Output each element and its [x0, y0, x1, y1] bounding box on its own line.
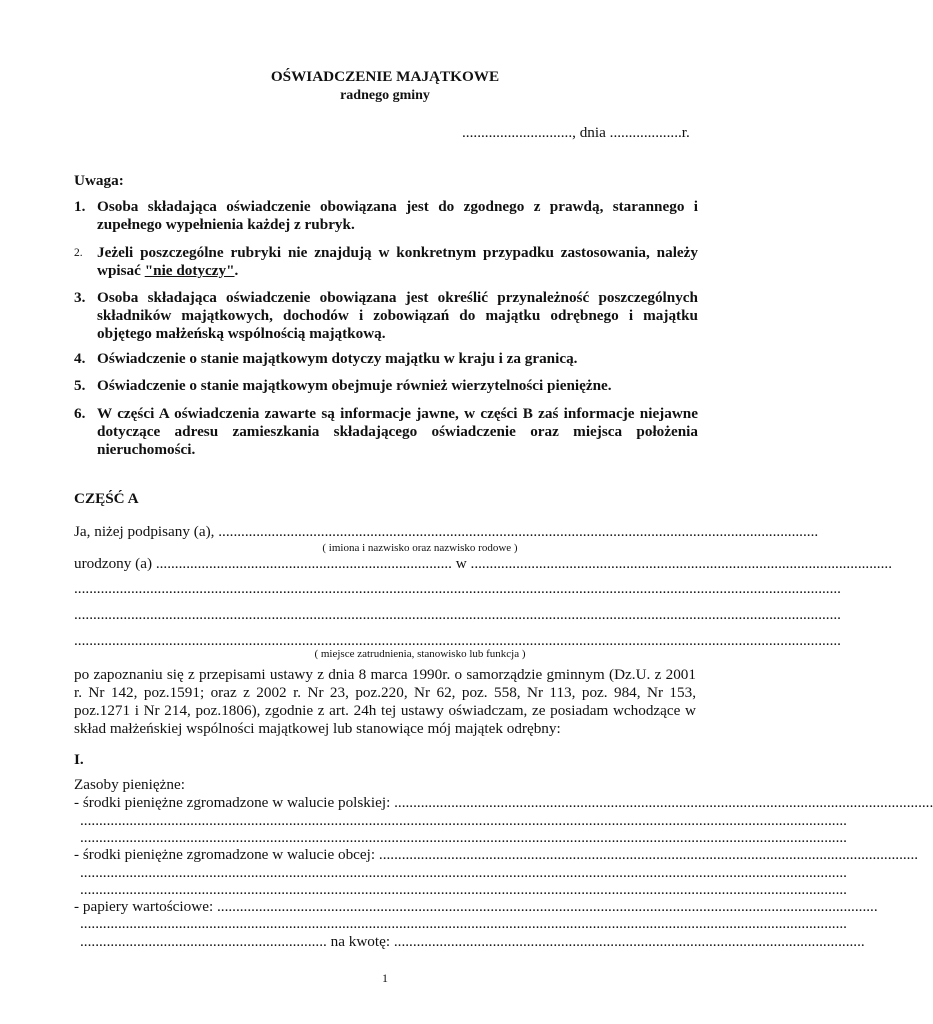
note-number: 6.	[74, 405, 86, 422]
note-item-1	[74, 198, 698, 234]
note-text: Oświadczenie o stanie majątkowym dotyczy majątku w kraju i za granicą.	[97, 350, 578, 367]
securities-label: - papiery wartościowe:	[74, 898, 217, 915]
legal-statement: po zapoznaniu się z przepisami ustawy z dnia 8 marca 1990r. o samorządzie gminnym (Dz.U. z 2001 r. Nr 142, poz.1591; oraz z 2002 r. Nr 23, poz.220, Nr 62, poz. 558, Nr 113, poz. 984, Nr 153, poz.1271 i Nr 214, poz.1806), zgodnie z art. 24h tej ustawy oświadczam, ze posiadam wchodzące w skład małżeńskiej wspólności majątkowej lub stanowiące mój majątek odrębny:	[74, 666, 696, 737]
note-text-part: .	[234, 262, 239, 279]
part-a-heading: CZĘŚĆ A	[74, 490, 139, 507]
securities-line[interactable]: - papiery wartościowe: ..............................................................................................................................................................................	[74, 898, 878, 915]
foreign-funds-label: - środki pieniężne zgromadzone w walucie obcej:	[74, 846, 379, 863]
workplace-line-1[interactable]: ..........................................................................................................................................................................................................	[74, 580, 841, 597]
born-label: urodzony (a)	[74, 555, 156, 572]
note-number: 1.	[74, 198, 86, 215]
pln-funds-line[interactable]: - środki pieniężne zgromadzone w walucie polskiej: ..............................................................................................................................................	[74, 794, 933, 811]
note-text	[97, 244, 698, 280]
securities-line-2[interactable]: ..........................................................................................................................................................................................................	[80, 915, 847, 932]
foreign-funds-line-2[interactable]: ..........................................................................................................................................................................................................	[80, 864, 847, 881]
amount-label: na kwotę:	[326, 933, 394, 950]
note-text: Oświadczenie o stanie majątkowym obejmuje również wierzytelności pieniężne.	[97, 377, 612, 394]
section-1-heading: I.	[74, 751, 84, 768]
note-item-4	[74, 350, 698, 368]
date-line[interactable]: ............................., dnia ...................r.	[462, 124, 690, 141]
note-text-part: Jeżeli poszczególne rubryki nie znajdują w konkretnym przypadku zastosowania, należy wpisać	[97, 244, 698, 279]
workplace-caption: ( miejsce zatrudnienia, stanowisko lub funkcja )	[314, 648, 526, 660]
note-number: 2.	[74, 247, 83, 259]
securities-amount-field[interactable]: ............................................................................................................................	[393, 933, 865, 950]
note-item-3	[74, 289, 698, 343]
pln-funds-line-3[interactable]: ..........................................................................................................................................................................................................	[80, 829, 847, 846]
note-item-2	[74, 244, 698, 280]
note-text: Osoba składająca oświadczenie obowiązana jest do zgodnego z prawdą, starannego i zupełnego wypełnienia każdej z rubryk.	[97, 198, 698, 233]
birth-place-field[interactable]: ...............................................................................................................	[470, 555, 892, 572]
note-item-6	[74, 405, 698, 459]
note-number: 3.	[74, 289, 86, 306]
note-text: Osoba składająca oświadczenie obowiązana jest określić przynależność poszczególnych składników majątkowych, dochodów i zobowiązań do majątku odrębnego i majątku objętego małżeńską wspólnością majątkową.	[97, 289, 698, 342]
born-in-label: w	[451, 555, 471, 572]
note-number: 4.	[74, 350, 86, 367]
birth-date-field[interactable]: ..............................................................................	[155, 555, 452, 572]
not-applicable-phrase: "nie dotyczy"	[144, 262, 235, 279]
note-number: 5.	[74, 377, 86, 394]
securities-description-field[interactable]: .................................................................	[80, 933, 327, 950]
pln-funds-line-2[interactable]: ..........................................................................................................................................................................................................	[80, 812, 847, 829]
note-text: W części A oświadczenia zawarte są informacje jawne, w części B zaś informacje niejawne dotyczące adresu zamieszkania składającego oświadczenie oraz miejsca położenia nieruchomości.	[97, 405, 698, 458]
workplace-line-2[interactable]: ..........................................................................................................................................................................................................	[74, 606, 841, 623]
name-caption: ( imiona i nazwisko oraz nazwisko rodowe )	[322, 542, 518, 554]
document-title: OŚWIADCZENIE MAJĄTKOWE	[270, 68, 500, 85]
document-subtitle: radnego gminy	[340, 88, 430, 103]
birth-line[interactable]	[74, 555, 892, 573]
workplace-line-3[interactable]: ..........................................................................................................................................................................................................	[74, 632, 841, 649]
foreign-funds-line-3[interactable]: ..........................................................................................................................................................................................................	[80, 881, 847, 898]
cash-resources-label: Zasoby pieniężne:	[74, 776, 185, 793]
pln-funds-label: - środki pieniężne zgromadzone w walucie polskiej:	[74, 794, 395, 811]
notes-heading: Uwaga:	[74, 172, 124, 189]
signer-name-line[interactable]: Ja, niżej podpisany (a), ..............................................................................................................................................................	[74, 523, 819, 540]
note-item-5	[74, 377, 698, 395]
securities-amount-line[interactable]	[80, 933, 865, 951]
foreign-funds-line[interactable]: - środki pieniężne zgromadzone w walucie obcej: ..............................................................................................................................................	[74, 846, 919, 863]
signer-label: Ja, niżej podpisany (a),	[74, 523, 219, 540]
page-number: 1	[382, 971, 388, 985]
